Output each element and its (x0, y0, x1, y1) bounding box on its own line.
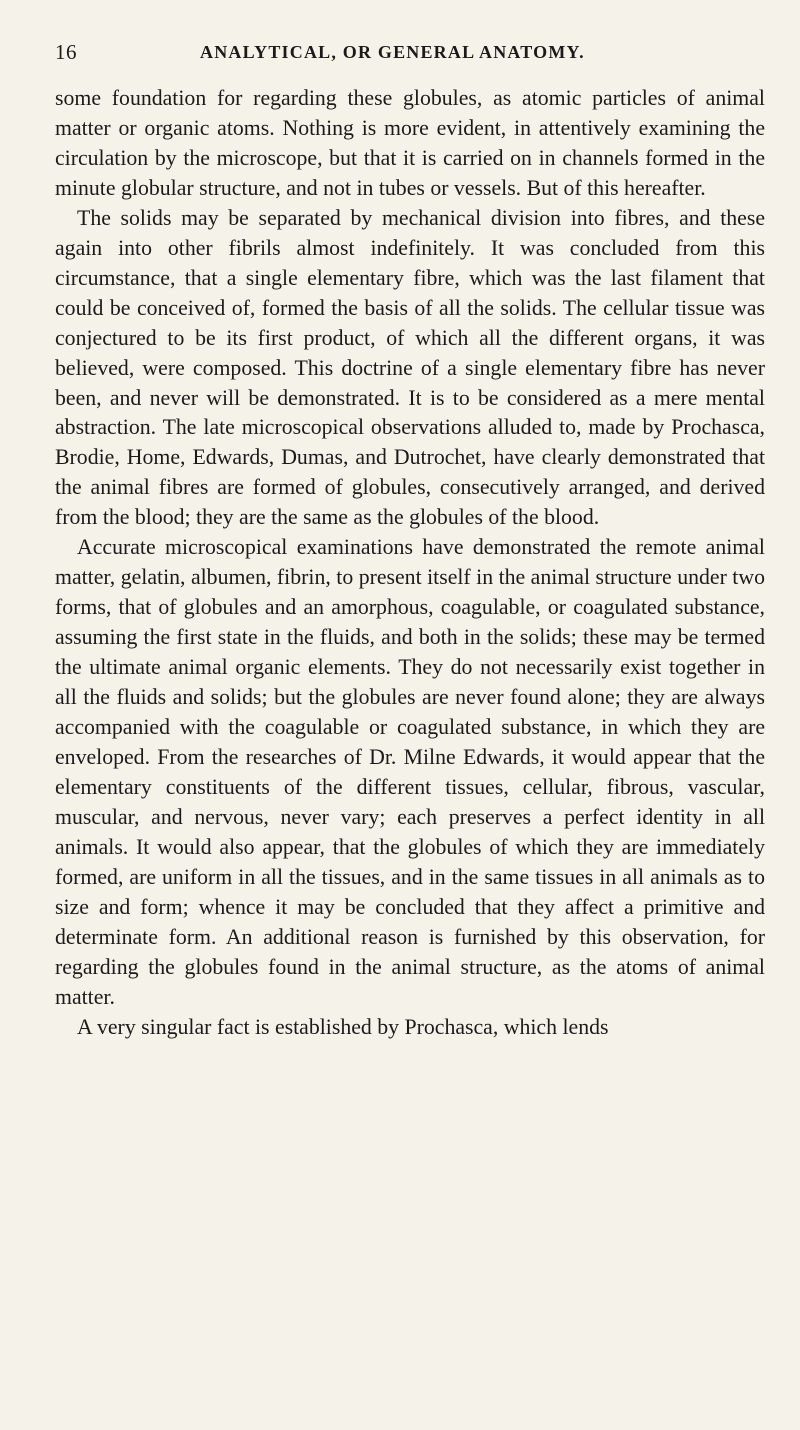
page-header (55, 40, 760, 70)
page-number: 16 (55, 40, 77, 64)
body-text (55, 84, 765, 1043)
running-title: ANALYTICAL, OR GENERAL ANATOMY. (200, 42, 585, 62)
paragraph-solids-fibres: The solids may be separated by mechanical division into fibres, and these again into other fibrils almost indefinitely. It was concluded from this circumstance, that a single elementary fibre, which was the last filament that could be conceived of, formed the basis of all the solids. The cellular tissue was conjectured to be its first product, of which all the different organs, it was believed, were composed. This doctrine of a single elementary fibre has never been, and never will be demonstrated. It is to be considered as a mere mental abstraction. The late microscopical observations alluded to, made by Prochasca, Brodie, Home, Edwards, Dumas, and Dutrochet, have clearly demonstrated that the animal fibres are formed of globules, consecutively arranged, and derived from the blood; they are the same as the globules of the blood. (55, 205, 765, 530)
paragraph-continuation: some foundation for regarding these globules, as atomic particles of animal matter or organic atoms. Nothing is more evident, in attentively examining the circulation by the microscope, but that it is carried on in channels formed in the minute globular structure, and not in tubes or vessels. But of this hereafter. (55, 86, 765, 200)
paragraph-microscopical-examinations: Accurate microscopical examinations have demonstrated the remote animal matter, gelatin, albumen, fibrin, to present itself in the animal structure under two forms, that of globules and an amorphous, coagulable, or coagulated substance, assuming the first state in the fluids, and both in the solids; these may be termed the ultimate animal organic elements. They do not necessarily exist together in all the fluids and solids; but the globules are never found alone; they are always accompanied with the coagulable or coagulated substance, in which they are enveloped. From the researches of Dr. Milne Edwards, it would appear that the elementary constituents of the different tissues, cellular, fibrous, vascular, muscular, and nervous, never vary; each preserves a perfect identity in all animals. It would also appear, that the globules of which they are immediately formed, are uniform in all the tissues, and in the same tissues in all animals as to size and form; whence it may be concluded that they affect a primitive and determinate form. An additional reason is furnished by this observation, for regarding the globules found in the animal structure, as the atoms of animal matter. (55, 535, 765, 1009)
paragraph-prochasca-fact: A very singular fact is established by Prochasca, which lends (77, 1014, 609, 1039)
